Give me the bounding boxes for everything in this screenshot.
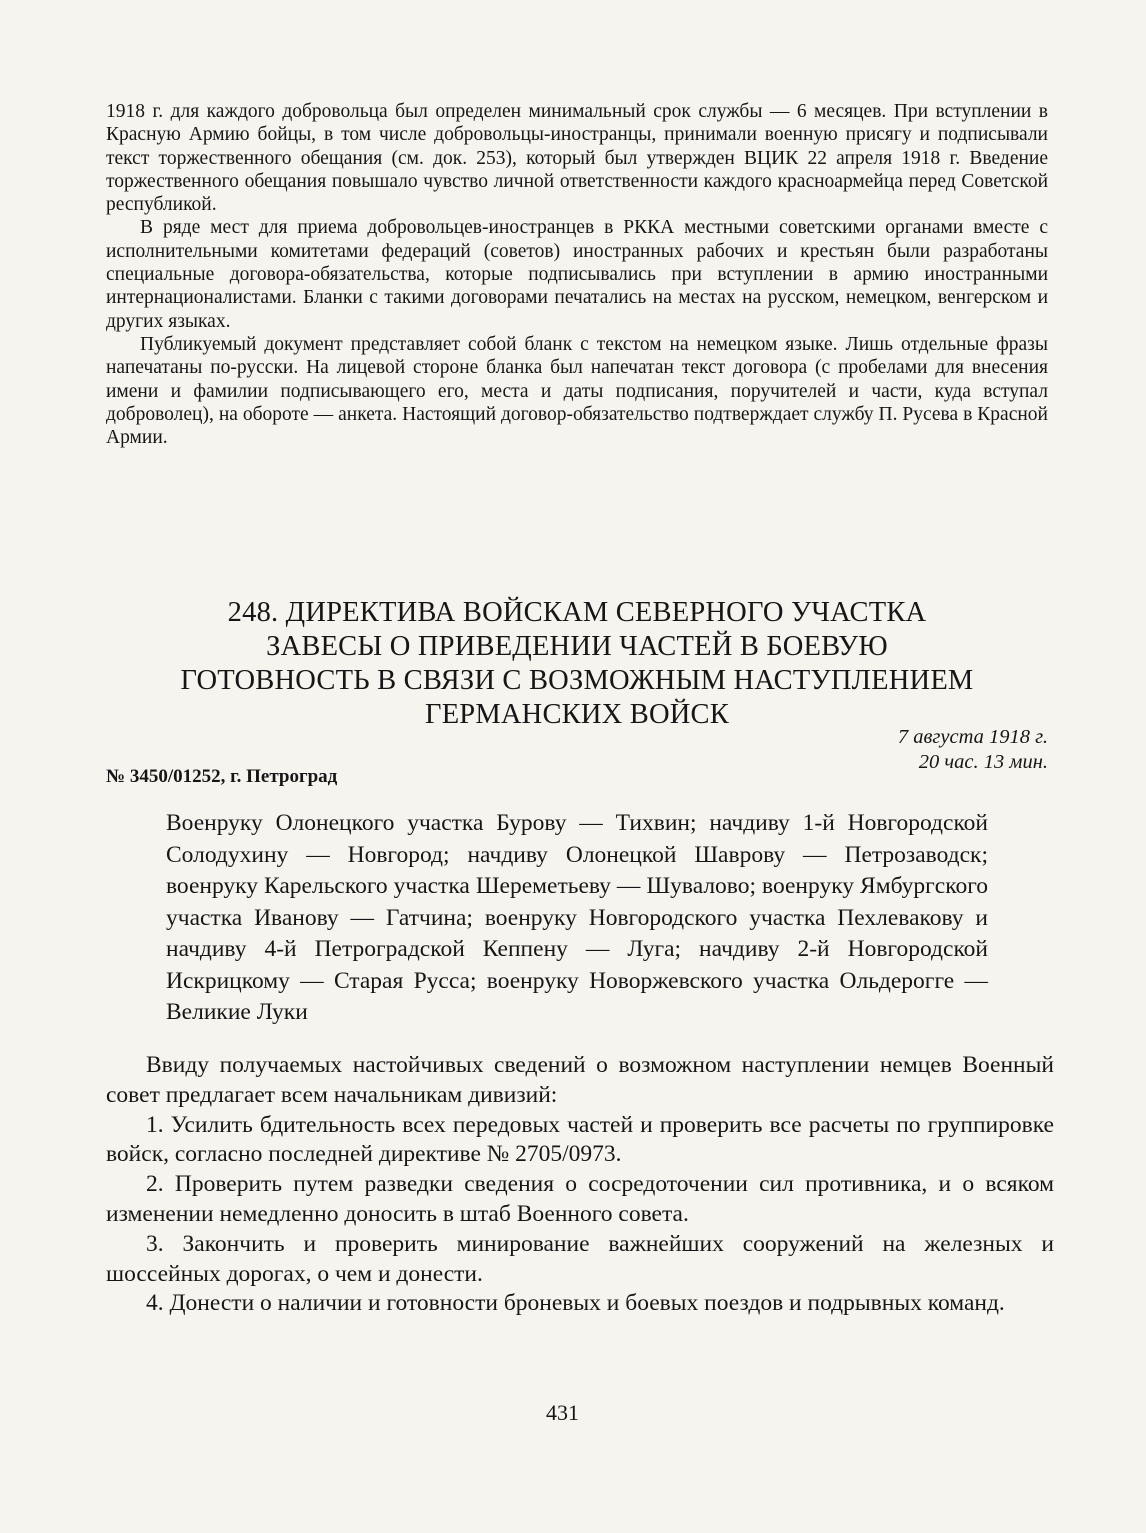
body-paragraph-item-1: 1. Усилить бдительность всех передовых частей и проверить все расчеты по группировке войск, согласно последней директиве № 2705/0973. [106,1111,1054,1168]
title-line-2: ЗАВЕСЫ О ПРИВЕДЕНИИ ЧАСТЕЙ В БОЕВУЮ [266,631,888,662]
intro-paragraph-3: Публикуемый документ представляет собой бланк с текстом на немецком языке. Лишь отдельные фразы напечатаны по-русски. На лицевой стороне бланка был напечатан текст договора (с пробелами для внесения имени и фамилии подписывающего его, места и даты подписания, поручителей и части, куда вступал доброволец), на обороте — анкета. Настоящий договор-обязательство подтверждает службу П. Русева в Красной Армии. [106,333,1048,449]
body-paragraph-item-3: 3. Закончить и проверить минирование важнейших сооружений на железных и шоссейных дорогах, о чем и донести. [106,1230,1054,1287]
addressees-block: Военруку Олонецкого участка Бурову — Тихвин; начдиву 1-й Новгородской Солодухину — Новгород; начдиву Олонецкой Шаврову — Петрозаводск; военруку Карельского участка Шереметьеву — Шувалово; военруку Ямбургского участка Иванову — Гатчина; военруку Новгородского участка Пехлевакову и начдиву 4-й Петроградской Кеппену — Луга; начдиву 2-й Новгородской Искрицкому — Старая Русса; военруку Новоржевского участка Ольдерогге — Великие Луки [166,810,988,1025]
document-date: 7 августа 1918 г. [897,726,1048,748]
document-number-place: № 3450/01252, г. Петроград [106,766,338,787]
intro-commentary [106,100,1048,449]
title-line-3: ГОТОВНОСТЬ В СВЯЗИ С ВОЗМОЖНЫМ НАСТУПЛЕНИЕМ [180,665,974,696]
title-line-4: ГЕРМАНСКИХ ВОЙСК [425,699,729,730]
body-paragraph-item-4: 4. Донести о наличии и готовности броневых и боевых поездов и подрывных команд. [146,1290,1005,1317]
page-number: 431 [546,1400,579,1425]
body-paragraph-preamble: Ввиду получаемых настойчивых сведений о возможном наступлении немцев Военный совет предлагает всем начальникам дивизий: [106,1052,1054,1108]
document-time: 20 час. 13 мин. [918,751,1048,773]
intro-paragraph-2: В ряде мест для приема добровольцев-иностранцев в РККА местными советскими органами вместе с исполнительными комитетами федераций (советов) иностранных рабочих и крестьян были разработаны специальные договора-обязательства, которые подписывались при вступлении в армию иностранными интернационалистами. Бланки с такими договорами печатались на местах на русском, немецком, венгерском и других языках. [106,217,1048,332]
title-line-1: 248. ДИРЕКТИВА ВОЙСКАМ СЕВЕРНОГО УЧАСТКА [227,597,927,628]
intro-paragraph-1: 1918 г. для каждого добровольца был определен минимальный срок службы — 6 месяцев. При вступлении в Красную Армию бойцы, в том числе добровольцы-иностранцы, принимали военную присягу и подписывали текст торжественного обещания (см. док. 253), который был утвержден ВЦИК 22 апреля 1918 г. Введение торжественного обещания повышало чувство личной ответственности каждого красноармейца перед Советской республикой. [106,101,1048,216]
document-datetime [898,725,1048,775]
document-title [106,596,1048,732]
body-paragraph-item-2: 2. Проверить путем разведки сведения о сосредоточении сил противника, и о всяком изменении немедленно доносить в штаб Военного совета. [106,1171,1054,1227]
directive-body [106,1051,1054,1319]
